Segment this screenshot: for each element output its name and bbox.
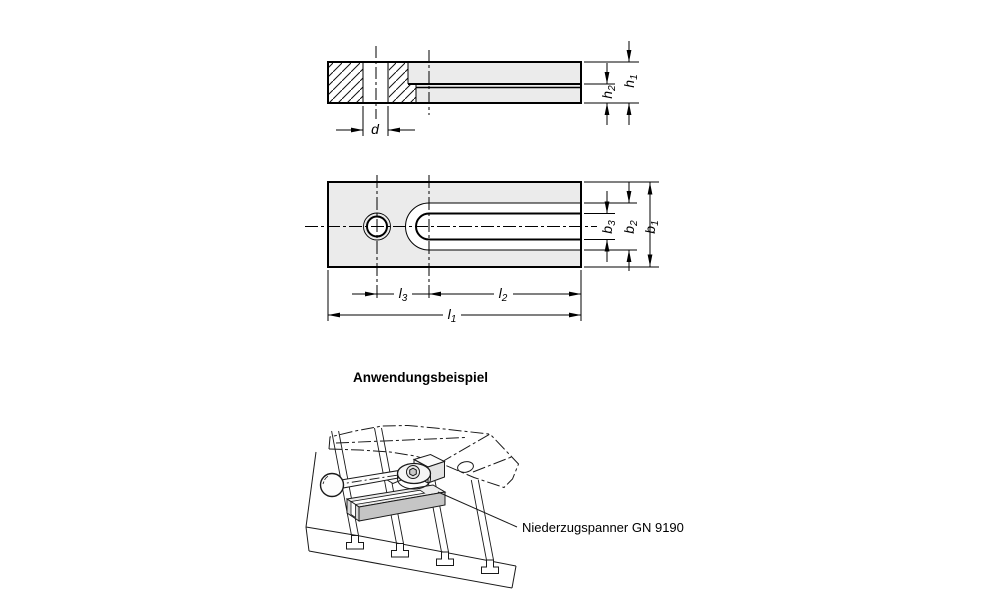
dimension-l3 bbox=[352, 285, 429, 304]
hex-socket bbox=[410, 468, 417, 476]
dim-label-l2: $l_2$ bbox=[498, 285, 508, 304]
clamp-body bbox=[347, 485, 445, 521]
dimension-h1 bbox=[584, 41, 640, 125]
application-example-illustration bbox=[306, 426, 519, 589]
leader-label: Niederzugspanner GN 9190 bbox=[522, 520, 684, 535]
dim-label-l3: $l_3$ bbox=[398, 285, 408, 304]
side-section-view bbox=[328, 41, 640, 137]
clamp-fork-notch bbox=[351, 502, 356, 518]
dim-label-l1: $l_1$ bbox=[447, 306, 457, 325]
dim-label-b2: $b_2$ bbox=[621, 220, 640, 234]
dim-label-b3: $b_3$ bbox=[599, 220, 618, 234]
dimension-h2 bbox=[584, 63, 639, 125]
dim-label-h1: $h_1$ bbox=[621, 74, 640, 88]
application-example-title: Anwendungsbeispiel bbox=[353, 370, 489, 385]
dimension-b3 bbox=[584, 191, 618, 262]
leader-line bbox=[438, 492, 517, 527]
dim-label-h2: $h_2$ bbox=[599, 85, 618, 99]
t-slot-profiles bbox=[347, 536, 499, 574]
dim-label-d: d bbox=[371, 121, 379, 137]
dimension-b1 bbox=[584, 182, 661, 267]
dimension-l2 bbox=[429, 285, 581, 304]
dimension-l1 bbox=[328, 270, 581, 325]
dim-label-b1: $b_1$ bbox=[642, 220, 661, 234]
top-view bbox=[305, 175, 661, 325]
ball-handle bbox=[321, 474, 344, 497]
washer-and-screw bbox=[398, 464, 431, 490]
